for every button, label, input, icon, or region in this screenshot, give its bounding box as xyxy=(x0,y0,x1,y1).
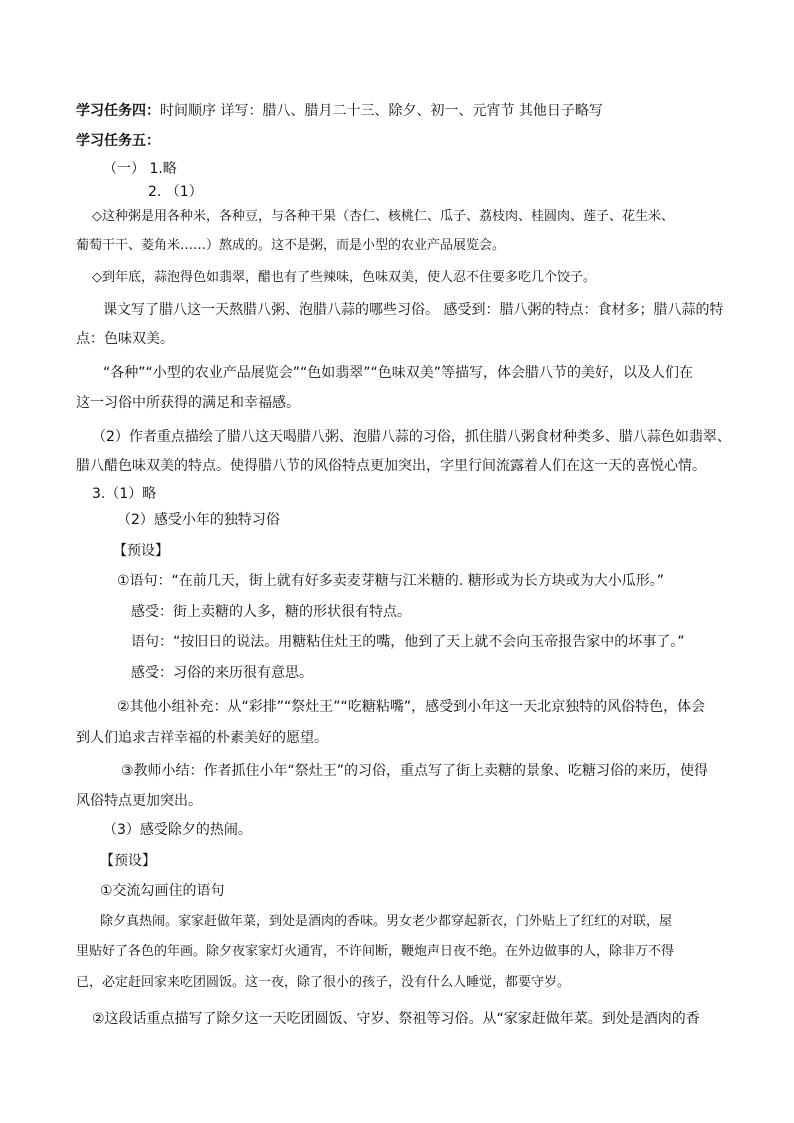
task4-line xyxy=(76,102,603,120)
exchange-line: ①交流勾画住的语句 xyxy=(100,883,225,899)
quote-a-line2: 葡萄干干、菱角米……）熬成的。这不是粥，而是小型的农业产品展览会。 xyxy=(76,238,506,253)
eve-analysis: ②这段话重点描写了除夕这一天吃团圆饭、守岁、祭祖等习俗。从“家家赶做年菜。到处是酒肉的香 xyxy=(92,1011,700,1027)
preset-1: 【预设】 xyxy=(113,543,169,559)
analysis3-line1: （2）作者重点描绘了腊八这天喝腊八粥、泡腊八蒜的习俗，抓住腊八粥食材种类多、腊八蒜色如翡翠、 xyxy=(92,429,731,445)
eve-text-line1: 除夕真热闹。家家赶做年菜，到处是酒肉的香味。男女老少都穿起新衣，门外贴上了红红的对联，屋 xyxy=(100,914,673,929)
task4-text: 时间顺序 详写：腊八、腊月二十三、除夕、初一、元宵节 其他日子略写 xyxy=(160,103,603,119)
analysis1-line1: 课文写了腊八这一天熬腊八粥、泡腊八蒜的哪些习俗。 感受到：腊八粥的特点：食材多；腊八蒜的特 xyxy=(103,302,724,318)
quote-a-line1: ◇这种粥是用各种米，各种豆，与各种干果（杏仁、核桃仁、瓜子、荔枝肉、桂圆肉、莲子、花生米、 xyxy=(92,209,674,224)
analysis2-line1: “各种”“小型的农业产品展览会”“色如翡翠”“色味双美”等描写，体会腊八节的美好，以及人们在 xyxy=(103,365,694,381)
task4-heading: 学习任务四： xyxy=(76,103,160,119)
eve-text-line3: 已，必定赶回家来吃团圆饭。这一夜，除了很小的孩子，没有什么人睡觉，都要守岁。 xyxy=(76,975,571,990)
item3-sub3: （3）感受除夕的热闹。 xyxy=(103,822,252,838)
preset-2: 【预设】 xyxy=(100,853,156,869)
part1-label: （一） 1.略 xyxy=(103,161,177,177)
teacher-summary-line1: ③教师小结：作者抓住小年“祭灶王”的习俗，重点写了街上卖糖的景象、吃糖习俗的来历，使得 xyxy=(121,763,709,779)
eve-text-line2: 里贴好了各色的年画。除夕夜家家灯火通宵，不许间断，鞭炮声日夜不绝。在外边做事的人，除非万不得 xyxy=(76,944,675,959)
task5-heading: 学习任务五： xyxy=(76,133,160,149)
other-group-line2: 到人们追求吉祥幸福的朴素美好的愿望。 xyxy=(76,730,328,746)
sentence-1: ①语句：“在前几天，街上就有好多卖麦芽糖与江米糖的. 糖形或为长方块或为大小瓜形。” xyxy=(117,573,664,589)
feeling-2: 感受：习俗的来历很有意思。 xyxy=(131,665,313,681)
item2-label: 2. （1） xyxy=(148,184,203,200)
analysis3-line2: 腊八醋色味双美的特点。使得腊八节的风俗特点更加突出，字里行间流露着人们在这一天的喜悦心情。 xyxy=(76,458,706,474)
analysis1-line2: 点：色味双美。 xyxy=(76,331,174,347)
item3-label: 3.（1）略 xyxy=(92,486,157,502)
item3-sub2: （2）感受小年的独特习俗 xyxy=(117,512,280,528)
feeling-1: 感受：街上卖糖的人多，糖的形状很有特点。 xyxy=(131,604,411,620)
quote-b: ◇到年底，蒜泡得色如翡翠，醋也有了些辣味，色味双美，使人忍不住要多吃几个饺子。 xyxy=(92,270,596,285)
other-group-line1: ②其他小组补充：从“彩排”“祭灶王”“吃糖粘嘴”，感受到小年这一天北京独特的风俗特色，体会 xyxy=(117,699,706,715)
teacher-summary-line2: 风俗特点更加突出。 xyxy=(76,793,202,809)
sentence-2: 语句：“按旧日的说法。用糖粘住灶王的嘴，他到了天上就不会向玉帝报告家中的坏事了。” xyxy=(131,634,685,650)
analysis2-line2: 这一习俗中所获得的满足和幸福感。 xyxy=(76,395,300,411)
